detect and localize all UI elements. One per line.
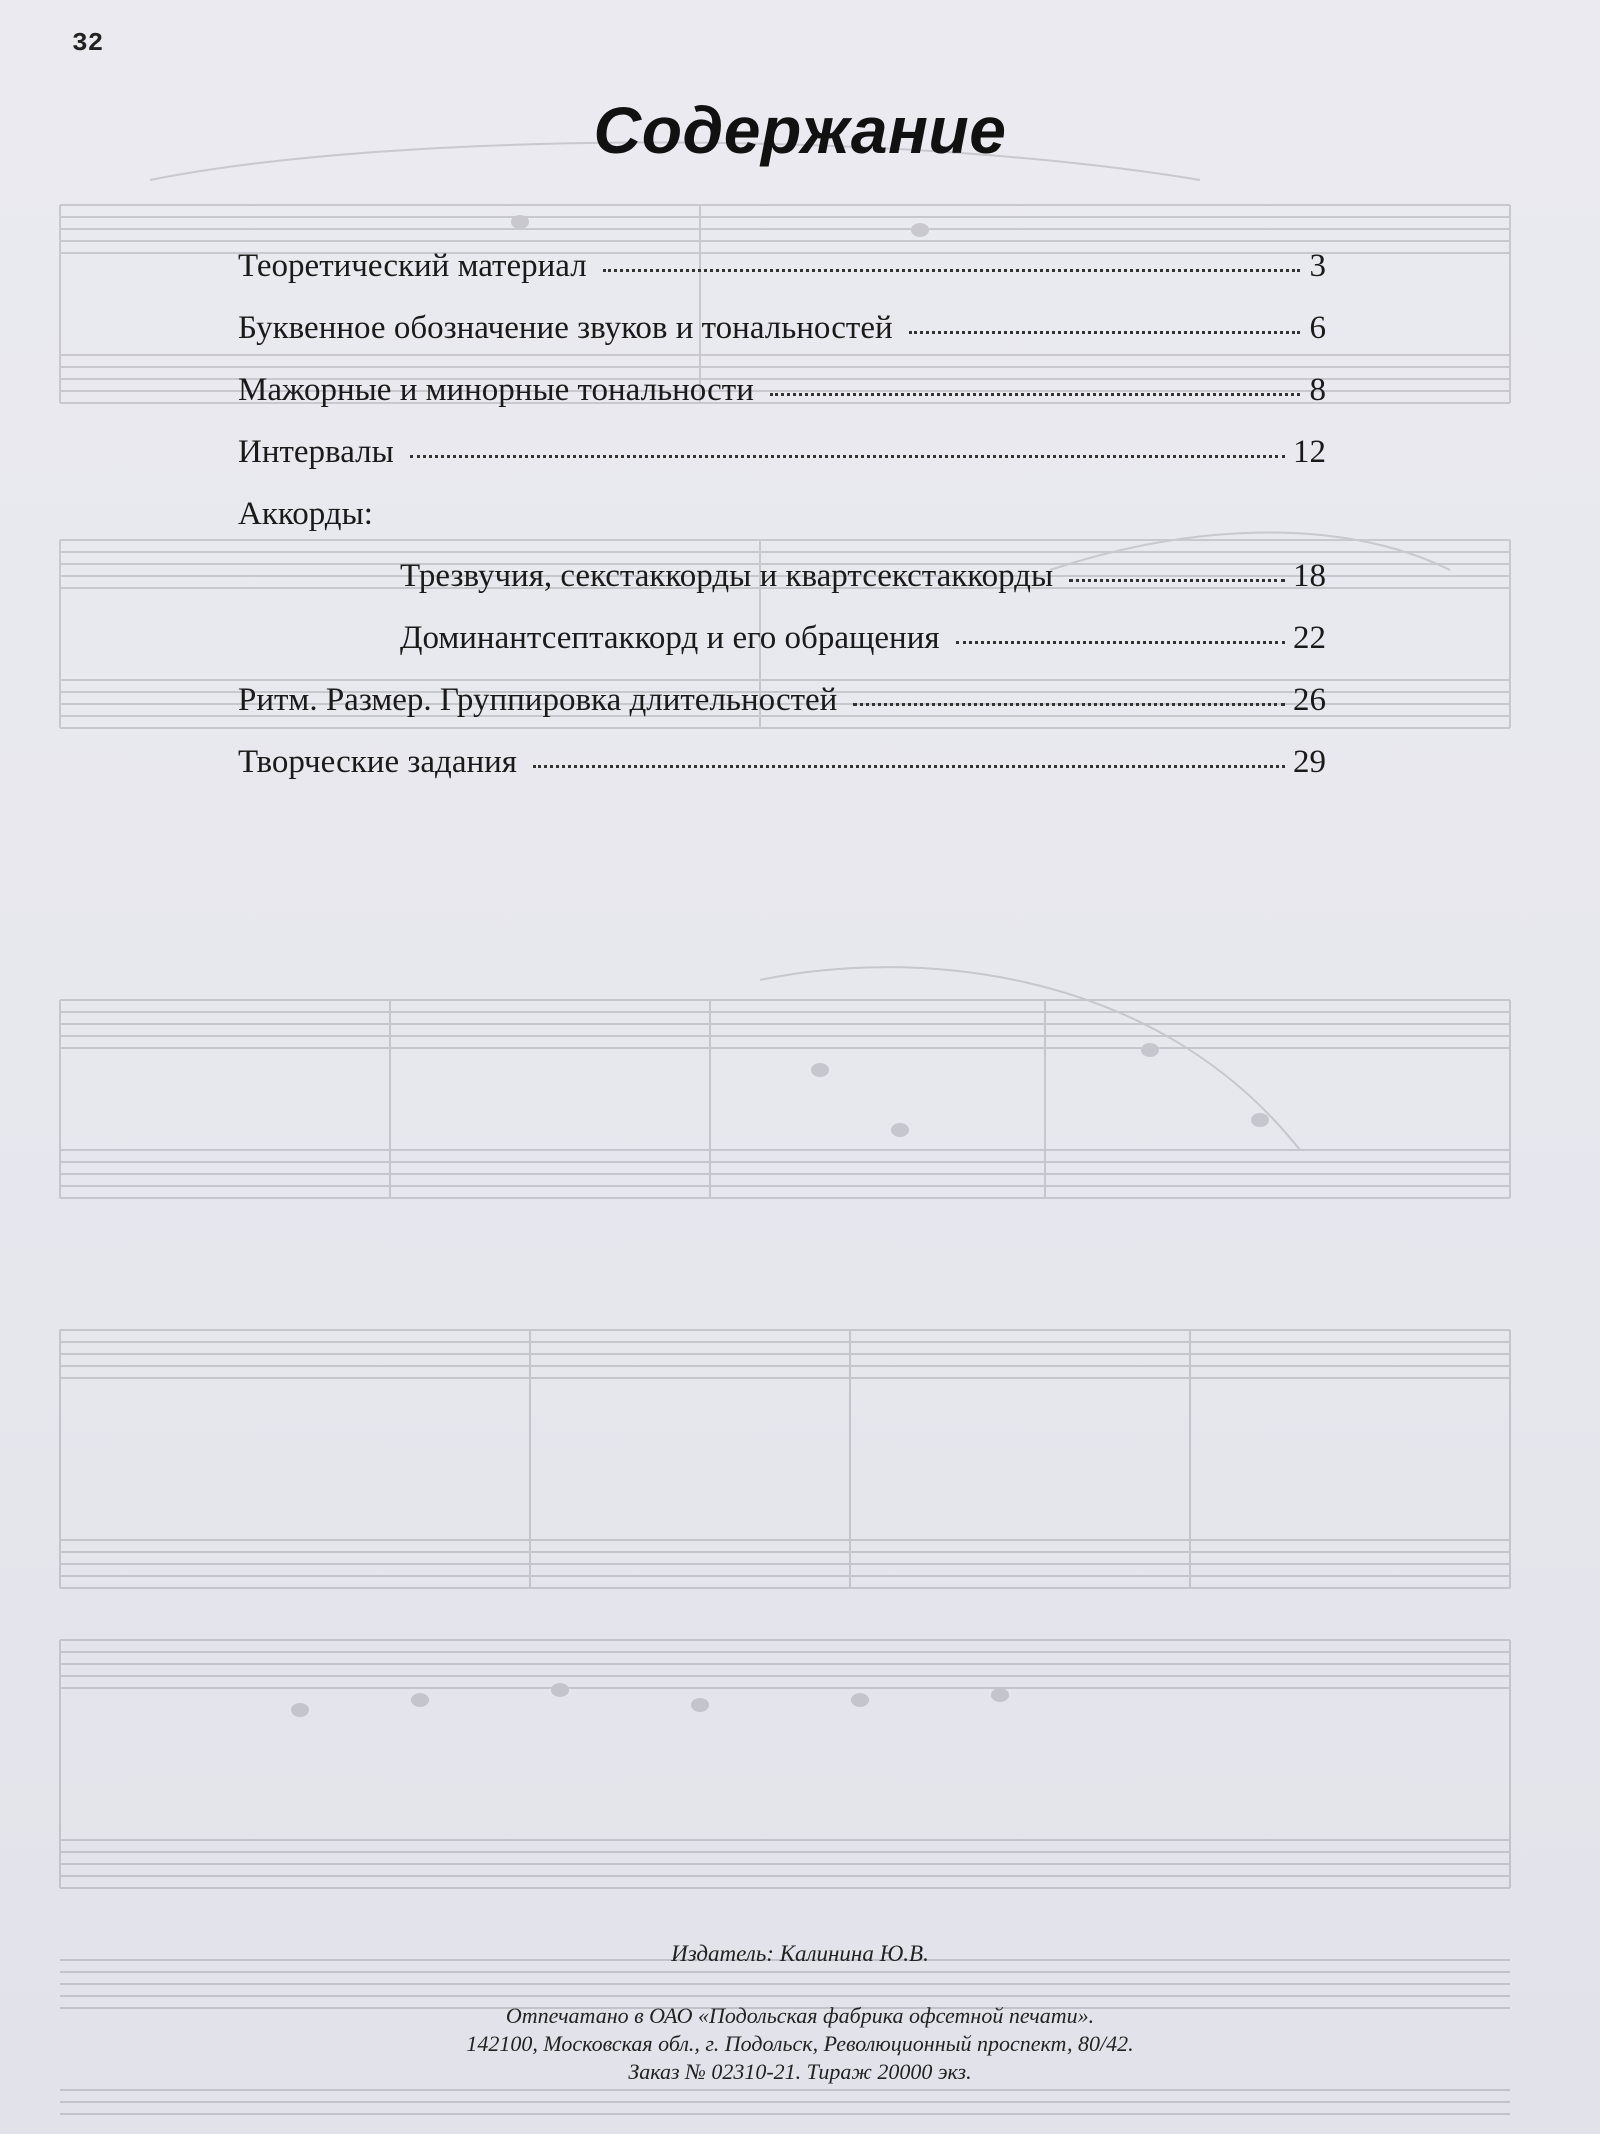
toc-entry-page: 22: [1293, 620, 1326, 656]
toc-entry-label: Буквенное обозначение звуков и тональностей: [238, 310, 893, 346]
toc-dot-leader: [956, 641, 1285, 644]
toc-entry-page: 29: [1293, 744, 1326, 780]
toc-entry: [238, 310, 1326, 372]
table-of-contents: [238, 248, 1326, 806]
toc-dot-leader: [1069, 579, 1285, 582]
toc-entry-label: Ритм. Размер. Группировка длительностей: [238, 682, 838, 718]
toc-entry-label: Трезвучия, секстаккорды и квартсекстаккорды: [400, 558, 1054, 594]
toc-entry-label: Творческие задания: [238, 744, 517, 780]
toc-entry-label: Теоретический материал: [238, 248, 587, 284]
toc-entry-page: 6: [1309, 310, 1326, 346]
toc-dot-leader: [410, 455, 1285, 458]
toc-dot-leader: [770, 393, 1300, 396]
toc-entry-page: 18: [1293, 558, 1326, 594]
printing-house-line: Отпечатано в ОАО «Подольская фабрика офсетной печати».: [505, 2003, 1095, 2028]
toc-entry: [238, 372, 1326, 434]
toc-dot-leader: [533, 765, 1285, 768]
toc-entry: [238, 744, 1326, 806]
toc-entry: [238, 434, 1326, 496]
toc-entry: [238, 558, 1326, 620]
toc-dot-leader: [909, 331, 1300, 334]
page-title: Содержание: [593, 93, 1007, 167]
page-number: 32: [72, 28, 104, 58]
imprint-footer: [0, 1940, 1600, 2086]
toc-dot-leader: [853, 703, 1285, 706]
toc-entry-page: 3: [1309, 248, 1326, 284]
toc-entry-label: Доминантсептаккорд и его обращения: [400, 620, 940, 656]
toc-entry: [238, 496, 1326, 558]
toc-entry: [238, 620, 1326, 682]
toc-entry: [238, 248, 1326, 310]
address-line: 142100, Московская обл., г. Подольск, Революционный проспект, 80/42.: [466, 2031, 1134, 2056]
toc-entry-page: 8: [1309, 372, 1326, 408]
publisher-line: Издатель: Калинина Ю.В.: [671, 1941, 929, 1966]
toc-dot-leader: [603, 269, 1300, 272]
order-line: Заказ № 02310-21. Тираж 20000 экз.: [628, 2059, 972, 2084]
toc-entry-label: Аккорды:: [238, 496, 373, 532]
toc-entry-label: Мажорные и минорные тональности: [238, 372, 754, 408]
toc-entry-page: 26: [1293, 682, 1326, 718]
toc-entry-label: Интервалы: [238, 434, 394, 470]
toc-entry-page: 12: [1293, 434, 1326, 470]
toc-entry: [238, 682, 1326, 744]
